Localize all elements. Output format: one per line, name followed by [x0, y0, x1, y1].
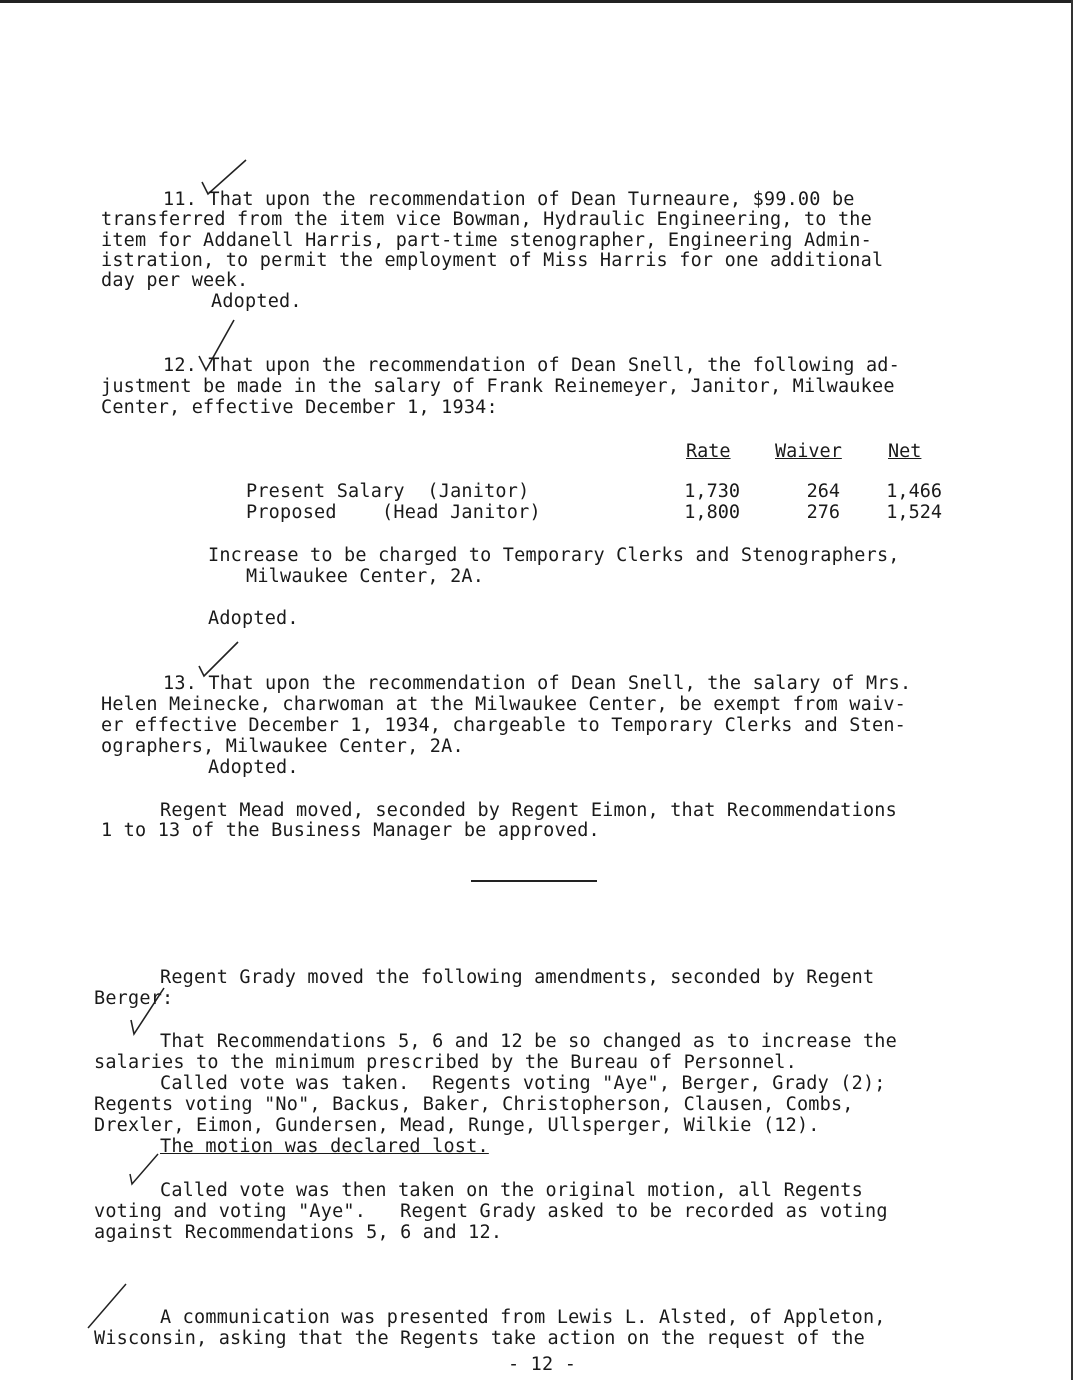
page-edge-top	[0, 0, 1073, 3]
page-number: - 12 -	[508, 1354, 577, 1375]
item-12-charge-line-2: Milwaukee Center, 2A.	[246, 566, 485, 587]
header-net: Net	[888, 441, 922, 462]
amendment-vote-line-2: Regents voting "No", Backus, Baker, Christopherson, Clausen, Combs,	[94, 1094, 854, 1115]
row-rate: 1,800	[684, 502, 740, 523]
item-11-line-4: istration, to permit the employment of Miss Harris for one additional	[101, 250, 884, 271]
row-net: 1,524	[886, 502, 942, 523]
row-net: 1,466	[886, 481, 942, 502]
item-13-line-1: 13. That upon the recommendation of Dean Snell, the salary of Mrs.	[163, 673, 912, 694]
amendment-intro-line-2: Berger:	[94, 988, 174, 1009]
item-11-line-2: transferred from the item vice Bowman, Hydraulic Engineering, to the	[101, 209, 872, 230]
item-13-status: Adopted.	[208, 757, 299, 778]
check-mark-icon	[126, 1152, 160, 1188]
item-13-line-2: Helen Meinecke, charwoman at the Milwaukee Center, be exempt from waiv-	[101, 694, 906, 715]
communication-line-1: A communication was presented from Lewis L. Alsted, of Appleton,	[160, 1307, 886, 1328]
item-13-line-3: er effective December 1, 1934, chargeable to Temporary Clerks and Sten-	[101, 715, 906, 736]
original-vote-line-1: Called vote was then taken on the original motion, all Regents	[160, 1180, 863, 1201]
item-11-status: Adopted.	[211, 291, 302, 312]
amendment-vote-line-1: Called vote was taken. Regents voting "Aye", Berger, Grady (2);	[160, 1073, 886, 1094]
item-12-line-3: Center, effective December 1, 1934:	[101, 397, 498, 418]
row-label: Proposed (Head Janitor)	[246, 502, 541, 523]
motion-mead-line-1: Regent Mead moved, seconded by Regent Eimon, that Recommendations	[160, 800, 897, 821]
amendment-result: The motion was declared lost.	[160, 1136, 489, 1157]
item-11-line-1: 11. That upon the recommendation of Dean Turneaure, $99.00 be	[163, 189, 855, 210]
item-12-status: Adopted.	[208, 608, 299, 629]
item-13-line-4: ographers, Milwaukee Center, 2A.	[101, 736, 464, 757]
communication-line-2: Wisconsin, asking that the Regents take action on the request of the	[94, 1328, 865, 1349]
header-waiver: Waiver	[775, 441, 842, 462]
item-11-line-3: item for Addanell Harris, part-time stenographer, Engineering Admin-	[101, 230, 872, 251]
original-vote-line-2: voting and voting "Aye". Regent Grady asked to be recorded as voting	[94, 1201, 888, 1222]
row-waiver: 276	[806, 502, 840, 523]
row-label: Present Salary (Janitor)	[246, 481, 530, 502]
motion-mead-line-2: 1 to 13 of the Business Manager be approved.	[101, 820, 600, 841]
check-mark-icon	[86, 1282, 128, 1330]
item-11-line-5: day per week.	[101, 270, 249, 291]
row-rate: 1,730	[684, 481, 740, 502]
section-divider	[471, 880, 597, 882]
item-12-line-2: justment be made in the salary of Frank Reinemeyer, Janitor, Milwaukee	[101, 376, 895, 397]
row-waiver: 264	[806, 481, 840, 502]
amendment-intro-line-1: Regent Grady moved the following amendments, seconded by Regent	[160, 967, 875, 988]
item-12-line-1: 12. That upon the recommendation of Dean Snell, the following ad-	[163, 355, 900, 376]
header-rate: Rate	[686, 441, 731, 462]
original-vote-line-3: against Recommendations 5, 6 and 12.	[94, 1222, 503, 1243]
amendment-text-line-1: That Recommendations 5, 6 and 12 be so changed as to increase the	[160, 1031, 897, 1052]
item-12-charge-line-1: Increase to be charged to Temporary Clerks and Stenographers,	[208, 545, 900, 566]
amendment-text-line-2: salaries to the minimum prescribed by the Bureau of Personnel.	[94, 1052, 797, 1073]
amendment-vote-line-3: Drexler, Eimon, Gundersen, Mead, Runge, Ullsperger, Wilkie (12).	[94, 1115, 820, 1136]
